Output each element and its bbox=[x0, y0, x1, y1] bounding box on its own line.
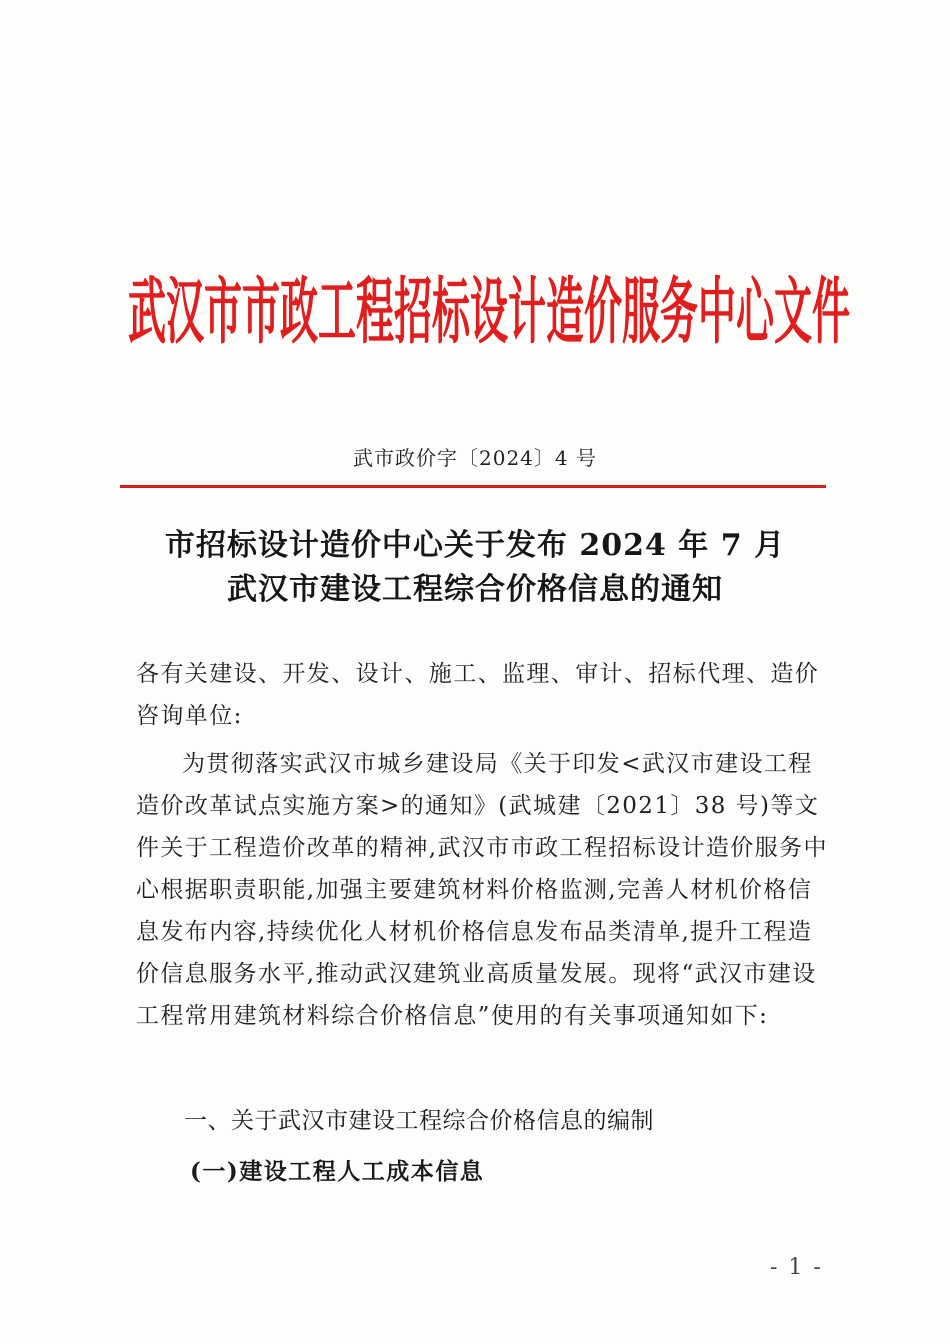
section-heading-1: 一、关于武汉市建设工程综合价格信息的编制 bbox=[184, 1108, 654, 1134]
salutation: 各有关建设、开发、设计、施工、监理、审计、招标代理、造价咨询单位: bbox=[136, 661, 820, 729]
red-divider-line bbox=[120, 485, 826, 488]
subsection-heading-1: (一)建设工程人工成本信息 bbox=[190, 1158, 485, 1185]
issuer-header: 武汉市市政工程招标设计造价服务中心文件 bbox=[128, 270, 851, 354]
document-number: 武市政价字〔2024〕4 号 bbox=[353, 446, 597, 470]
page-number: - 1 - bbox=[770, 1255, 823, 1280]
notice-title-line-2: 武汉市建设工程综合价格信息的通知 bbox=[227, 572, 723, 607]
body-paragraph: 为贯彻落实武汉市城乡建设局《关于印发<武汉市建设工程造价改革试点实施方案>的通知》(武城建〔2021〕38 号)等文件关于工程造价改革的精神,武汉市市政工程招标设计造价服务中心根据职责职能,加强主要建筑材料价格监测,完善人材机价格信息发布内容,持续优化人材机价格信息发布品类清单,提升工程造价信息服务水平,推动武汉建筑业高质量发展。现将“武汉市建设工程常用建筑材料综合价格信息”使用的有关事项通知如下: bbox=[136, 751, 828, 1029]
notice-title-line-1: 市招标设计造价中心关于发布 2024 年 7 月 bbox=[164, 528, 786, 563]
